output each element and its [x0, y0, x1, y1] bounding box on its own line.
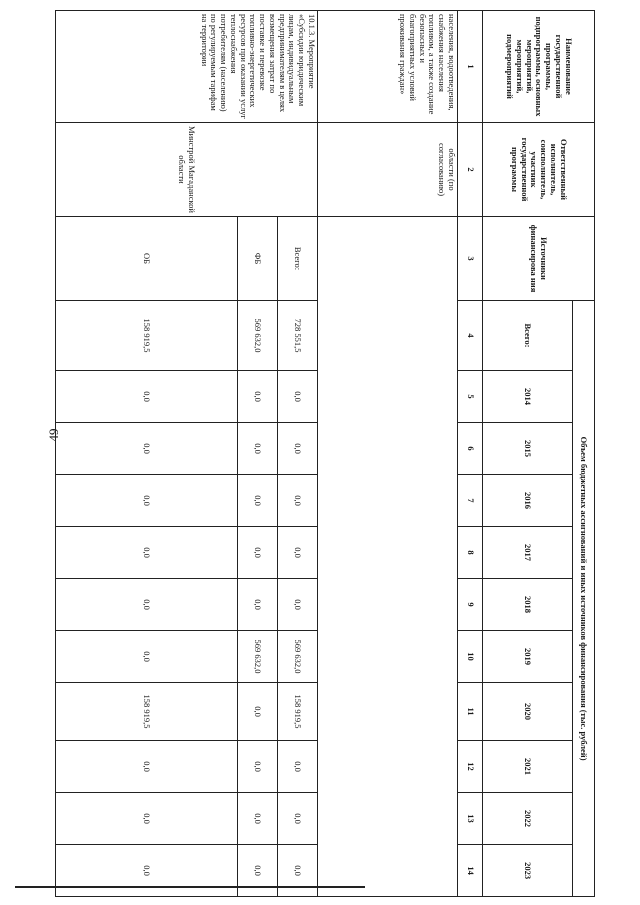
header-year: 2017: [483, 527, 573, 579]
value-cell: 0,0: [56, 371, 238, 423]
column-number: 8: [458, 527, 483, 579]
value-cell: 158 919,5: [278, 683, 318, 741]
value-cell: 0,0: [278, 475, 318, 527]
column-number: 2: [458, 123, 483, 217]
header-total: Всего:: [483, 301, 573, 371]
value-cell: 0,0: [56, 793, 238, 845]
header-year: 2016: [483, 475, 573, 527]
header-year: 2014: [483, 371, 573, 423]
value-cell: 158 919,5: [56, 683, 238, 741]
value-cell: 0,0: [238, 845, 278, 897]
total-cell: 728 551,5: [278, 301, 318, 371]
value-cell: 0,0: [238, 579, 278, 631]
source-cell: Всего:: [278, 217, 318, 301]
header-year: 2023: [483, 845, 573, 897]
column-number: 3: [458, 217, 483, 301]
column-number: 12: [458, 741, 483, 793]
column-number: 7: [458, 475, 483, 527]
continuation-row: [318, 11, 458, 897]
header-source: Источники финансирова ния: [483, 217, 595, 301]
value-cell: 0,0: [238, 475, 278, 527]
column-number: 9: [458, 579, 483, 631]
header-year: 2015: [483, 423, 573, 475]
column-number: 4: [458, 301, 483, 371]
continuation-executor: области (по согласованию): [318, 123, 458, 217]
table-row: [278, 11, 318, 897]
header-year: 2020: [483, 683, 573, 741]
financing-table: [55, 10, 595, 897]
rotated-table-sheet: [59, 10, 595, 880]
column-number: 11: [458, 683, 483, 741]
header-year: 2018: [483, 579, 573, 631]
value-cell: 0,0: [238, 793, 278, 845]
value-cell: 0,0: [238, 423, 278, 475]
value-cell: 0,0: [238, 527, 278, 579]
value-cell: 0,0: [56, 741, 238, 793]
header-executor: Ответственный исполнитель, соисполнитель, участник государственной программы: [483, 123, 595, 217]
value-cell: 0,0: [278, 371, 318, 423]
value-cell: 0,0: [278, 527, 318, 579]
total-cell: 158 919,5: [56, 301, 238, 371]
measure-name: 10.1.3. Мероприятие «Субсидии юридическим лицам, индивидуальным предпринимателям в целях возмещения затрат по поставке и перевозке топливно-энергетических ресурсов при оказании услуг теплоснабжения потребителям (населению) по регулируемым тарифам на территории: [56, 11, 318, 123]
column-number: 14: [458, 845, 483, 897]
header-year: 2019: [483, 631, 573, 683]
value-cell: 569 632,0: [238, 631, 278, 683]
value-cell: 0,0: [56, 475, 238, 527]
value-cell: 0,0: [56, 631, 238, 683]
column-number: 10: [458, 631, 483, 683]
column-number: 6: [458, 423, 483, 475]
source-cell: ОБ: [56, 217, 238, 301]
value-cell: 569 632,0: [278, 631, 318, 683]
header-year: 2021: [483, 741, 573, 793]
column-number: 1: [458, 11, 483, 123]
column-number: 13: [458, 793, 483, 845]
continuation-empty-cells: [318, 217, 458, 897]
continuation-name: населения, водоотведения, снабжения населения топливом, а также создание безопасных и благоприятных условий проживания граждан»: [318, 11, 458, 123]
value-cell: 0,0: [278, 423, 318, 475]
header-volume: Объем бюджетных ассигнований и иных источников финансирования (тыс. рублей): [573, 301, 595, 897]
value-cell: 0,0: [56, 845, 238, 897]
column-number: 5: [458, 371, 483, 423]
total-cell: 569 632,0: [238, 301, 278, 371]
value-cell: 0,0: [56, 527, 238, 579]
value-cell: 0,0: [56, 423, 238, 475]
value-cell: 0,0: [238, 741, 278, 793]
bottom-rule: [15, 886, 365, 888]
value-cell: 0,0: [278, 793, 318, 845]
source-cell: ФБ: [238, 217, 278, 301]
column-numbers-row: [458, 11, 483, 897]
measure-executor: Минстрой Магаданской области: [56, 123, 318, 217]
page-number: 49: [46, 428, 61, 442]
value-cell: 0,0: [278, 579, 318, 631]
value-cell: 0,0: [238, 683, 278, 741]
header-year: 2022: [483, 793, 573, 845]
value-cell: 0,0: [238, 371, 278, 423]
value-cell: 0,0: [56, 579, 238, 631]
value-cell: 0,0: [278, 845, 318, 897]
header-name: Наименование государственной программы, подпрограммы, основных мероприятий, мероприятий, подмероприятий: [483, 11, 595, 123]
value-cell: 0,0: [278, 741, 318, 793]
